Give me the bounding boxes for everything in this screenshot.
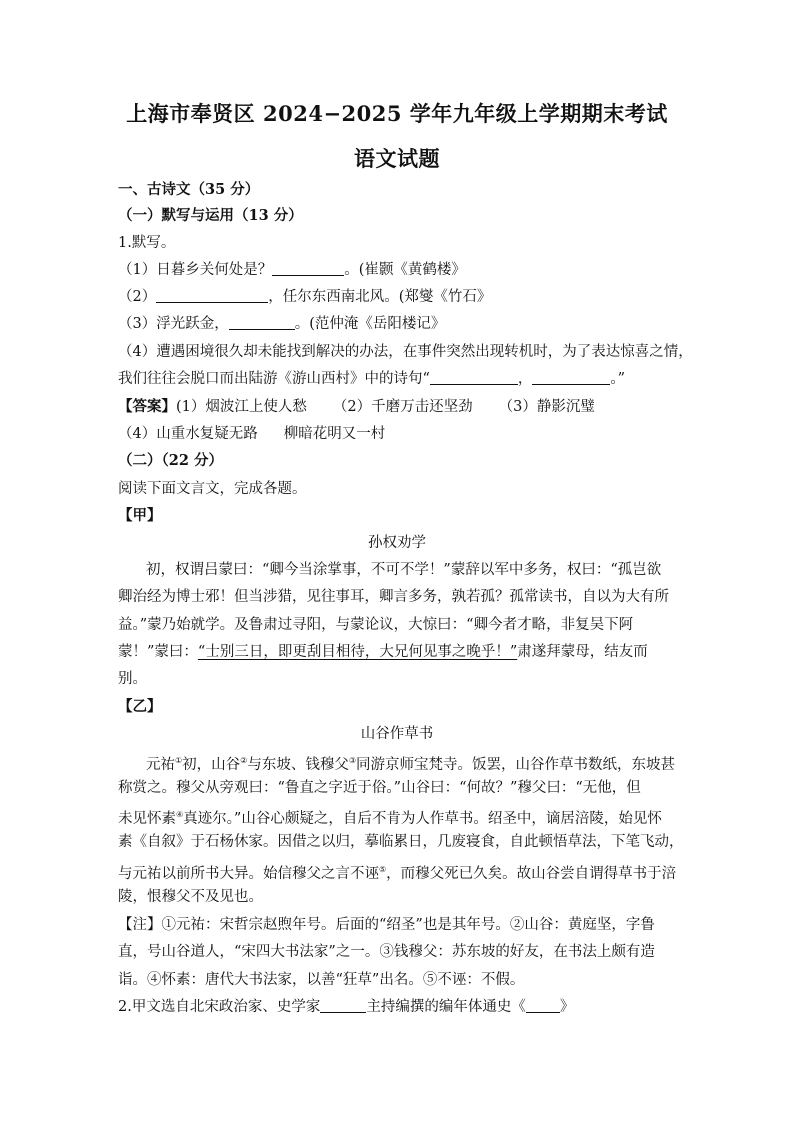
answer-text: 柳暗花明又一村	[283, 426, 386, 442]
question-1-item-3	[118, 314, 445, 334]
answer-blank	[526, 998, 560, 1013]
part-heading-1: （一）默写与运用（13 分）	[118, 207, 303, 224]
question-1-item-1	[118, 260, 466, 280]
answer-blank	[430, 370, 518, 385]
answer-blank	[320, 998, 366, 1013]
answer-blank	[229, 315, 295, 330]
answer-label: 【答案】	[118, 398, 176, 415]
notes-line: 直，号山谷道人，“宋四大书法家”之一。③钱穆父：苏东坡的好友，在书法上颇有造	[118, 944, 655, 960]
passage-a-line: 初，权谓吕蒙曰：“卿今当涂掌事，不可不学！”蒙辞以军中多务，权曰：“孤岂欲	[146, 562, 662, 578]
item-text: 我们往往会脱口而出陆游《游山西村》中的诗句“	[118, 371, 430, 387]
passage-b-tag: 【乙】	[118, 698, 162, 715]
note-ref: ③	[348, 756, 357, 765]
question-1-item-4-line-1: （4）遭遇困境很久却未能找到解决的办法，在事件突然出现转机时，为了表达惊喜之情，	[118, 344, 693, 360]
item-text: ，任尔东西南北风。(郑燮《竹石》	[268, 289, 492, 305]
passage-text: 肃遂拜蒙母，结友而	[517, 644, 648, 660]
answer-text: (1）烟波江上使人愁	[176, 399, 307, 415]
passage-b-line	[118, 805, 662, 829]
exam-title: 上海市奉贤区 2024−2025 学年九年级上学期期末考试	[126, 101, 668, 126]
passage-text: 未见怀素	[118, 810, 176, 827]
notes-line: 【注】①元祐：宋哲宗赵煦年号。后面的“绍圣”也是其年号。②山谷：黄庭坚，字鲁	[118, 917, 655, 933]
passage-a-line: 卿治经为博士邪！但当涉猎，见往事耳，卿言多务，孰若孤？孤常读书，自以为大有所	[118, 589, 669, 605]
item-text: 。(崔颢《黄鹤楼》	[344, 262, 466, 278]
question-1-label: 1.默写。	[118, 235, 176, 251]
passage-text: 与元祐以前所书大异。始信穆父之言不诬	[118, 865, 379, 882]
answer-blank	[156, 288, 268, 303]
item-text: （2）	[118, 289, 157, 305]
passage-text: 蒙！”蒙曰：	[118, 644, 198, 660]
answer-line-1	[118, 397, 595, 417]
underlined-sentence: “士别三日，即更刮目相待，大兄何见事之晚乎！”	[197, 644, 518, 660]
passage-text: ，而穆父死已久矣。故山谷尝自谓得草书于涪	[386, 865, 677, 882]
passage-b-line	[146, 751, 675, 775]
item-text: （3）浮光跃金，	[118, 316, 229, 332]
passage-b-line: 素《自叙》于石杨休家。因借之以归，摹临累日，几废寝食，自此顿悟草法，下笔飞动，	[118, 834, 684, 850]
part-heading-2: （二）（22 分）	[118, 452, 223, 469]
note-ref: ②	[240, 756, 248, 765]
passage-a-line: 益。”蒙乃始就学。及鲁肃过寻阳，与蒙论议，大惊曰：“卿今者才略，非复吴下阿	[118, 617, 634, 633]
answer-text: （3）静影沉璧	[498, 399, 595, 415]
passage-b-line	[118, 860, 676, 884]
passage-b-line: 陵，恨穆父不及见也。	[118, 889, 263, 905]
answer-blank	[272, 261, 344, 276]
passage-text: 初，山谷	[182, 756, 241, 773]
question-text: 2.甲文选自北宋政治家、史学家	[118, 999, 321, 1015]
note-ref: ④	[176, 810, 184, 819]
exam-subtitle: 语文试题	[354, 146, 440, 171]
question-1-item-2	[118, 287, 491, 307]
question-2	[118, 997, 574, 1017]
passage-text: 与东坡、钱穆父	[247, 756, 349, 773]
notes-line: 诣。④怀素：唐代大书法家，以善“狂草”出名。⑤不诬：不假。	[118, 972, 525, 988]
passage-text: 真迹尔。”山谷心颇疑之，自后不肯为人作草书。绍圣中，谪居涪陵，始见怀	[183, 810, 662, 827]
passage-b-title: 山谷作草书	[360, 726, 434, 742]
reading-instruction: 阅读下面文言文，完成各题。	[118, 481, 307, 497]
answer-line-2	[118, 424, 385, 444]
note-ref: ⑤	[379, 865, 387, 874]
question-1-item-4-line-2	[118, 369, 625, 389]
passage-a-tag: 【甲】	[118, 507, 162, 524]
answer-text: （4）山重水复疑无路	[118, 426, 258, 442]
item-text: ，	[517, 371, 533, 387]
passage-text: 元祐	[146, 756, 175, 773]
passage-b-line: 称赏之。穆父从旁观曰：“鲁直之字近于俗。”山谷曰：“何故？”穆父曰：“无他，但	[118, 780, 641, 796]
section-heading: 一、古诗文（35 分）	[118, 181, 260, 198]
note-ref: ①	[175, 756, 183, 765]
passage-a-line: 别。	[118, 671, 147, 687]
question-text: 》	[559, 999, 575, 1015]
answer-blank	[532, 370, 610, 385]
answer-text: （2）千磨万击还坚劲	[332, 399, 473, 415]
item-text: 。(范仲淹《岳阳楼记》	[294, 316, 446, 332]
passage-a-line	[118, 642, 648, 662]
passage-a-title: 孙权劝学	[368, 535, 426, 551]
passage-text: 同游京师宝梵寺。饭罢，山谷作草书数纸，东坡甚	[356, 756, 676, 773]
item-text: （1）日暮乡关何处是？	[118, 262, 273, 278]
item-text: 。”	[610, 371, 626, 387]
question-text: 主持编撰的编年体通史《	[366, 999, 526, 1015]
